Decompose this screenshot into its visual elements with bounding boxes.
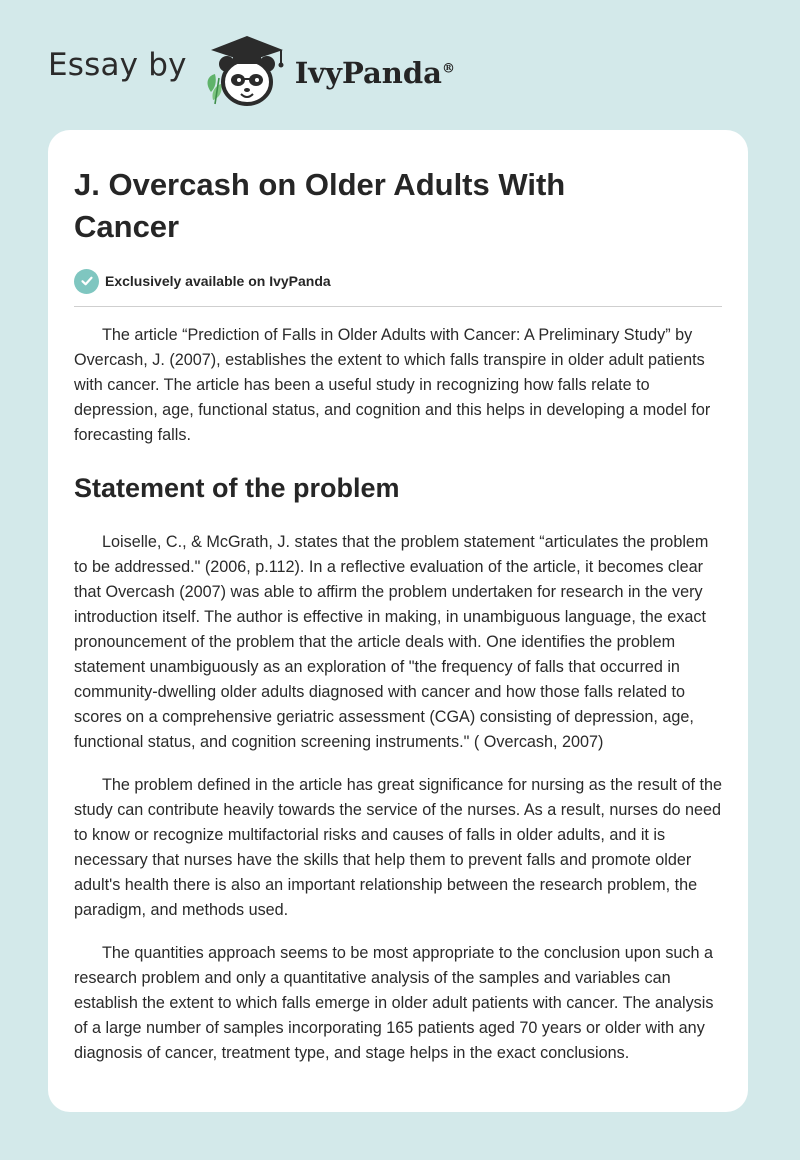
- panda-graduate-icon[interactable]: [201, 30, 293, 110]
- section-heading: Statement of the problem: [74, 473, 400, 503]
- body-paragraph: The quantities approach seems to be most appropriate to the conclusion upon such a research problem and only a quantitative analysis of the samples and variables can establish the extent to which falls emerge in older adult patients with cancer. The analysis of a large number of samples incorporating 165 patients aged 70 years or older with any diagnosis of cancer, treatment type, and stage helps in the exact conclusions.: [74, 944, 714, 1062]
- essay-card: [48, 130, 748, 1112]
- body-paragraph: The problem defined in the article has great significance for nursing as the result of the study can contribute heavily towards the service of the nurses. As a result, nurses do need to know or recognize multifactorial risks and causes of falls in older adults, and it is necessary that nurses have the skills that help them to prevent falls and promote older adult's health there is also an important relationship between the research problem, the paradigm, and methods used.: [74, 776, 722, 919]
- exclusive-label: Exclusively available on IvyPanda: [105, 273, 331, 289]
- divider: [74, 306, 722, 307]
- check-icon: [74, 269, 99, 294]
- exclusive-badge: [74, 268, 722, 294]
- intro-paragraph: The article “Prediction of Falls in Older Adults with Cancer: A Preliminary Study” by Overcash, J. (2007), establishes the extent to which falls transpire in older adult patients with cancer. The article has been a useful study in recognizing how falls relate to depression, age, functional status, and cognition and this helps in developing a model for forecasting falls.: [74, 326, 711, 444]
- site-header: [48, 30, 455, 110]
- page-title: J. Overcash on Older Adults With Cancer: [74, 167, 566, 244]
- brand-name[interactable]: IvyPanda®: [294, 56, 455, 90]
- brand-prefix: Essay by: [48, 47, 187, 83]
- registered-mark: ®: [441, 61, 455, 77]
- body-paragraph: Loiselle, C., & McGrath, J. states that the problem statement “articulates the problem to be addressed." (2006, p.112). In a reflective evaluation of the article, it becomes clear that Overcash (2007) was able to affirm the problem undertaken for research in the very introduction itself. The author is effective in making, in unambiguous language, the exact pronouncement of the problem that the article deals with. One identifies the problem statement unambiguously as an exploration of "the frequency of falls that occurred in community-dwelling older adults diagnosed with cancer and how those falls related to scores on a comprehensive geriatric assessment (CGA) consisting of depression, age, functional status, and cognition screening instruments." ( Overcash, 2007): [74, 533, 709, 751]
